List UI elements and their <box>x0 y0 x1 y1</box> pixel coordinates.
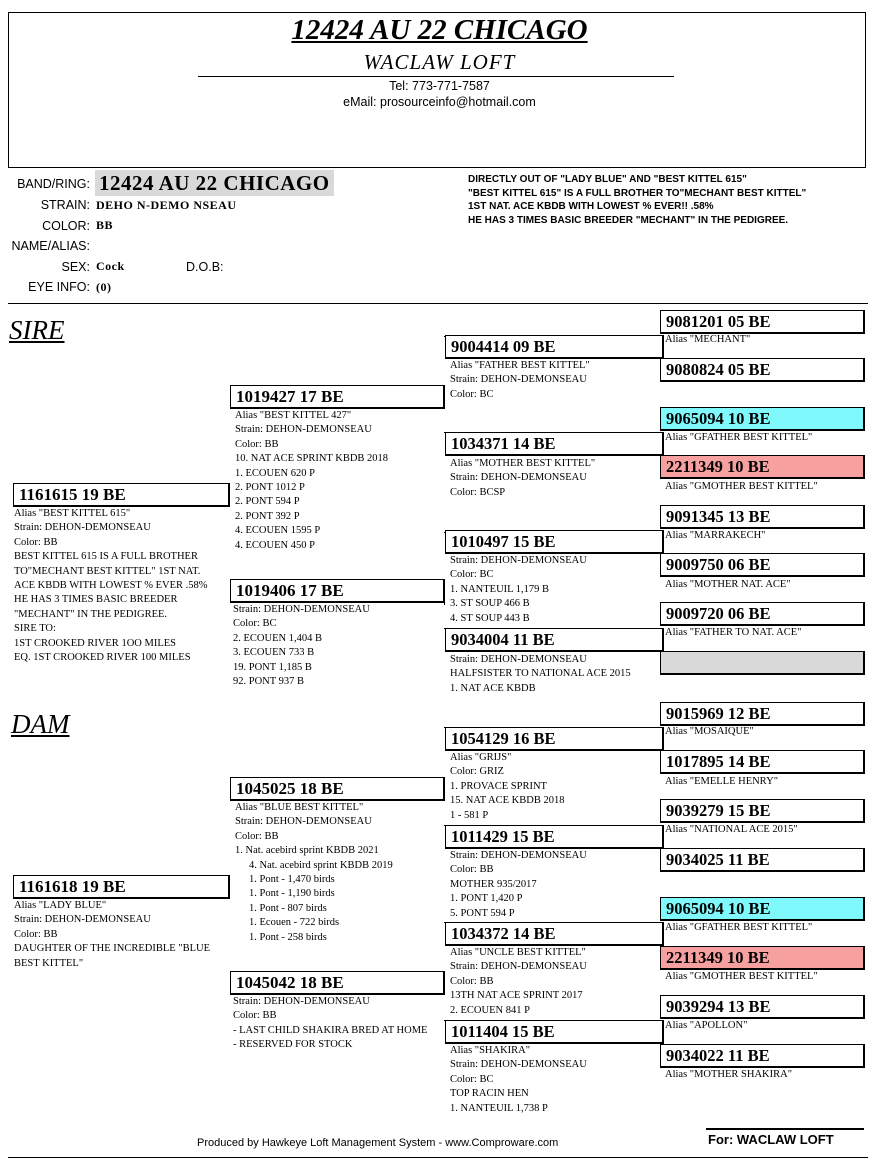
gen2-band: 1045042 18 BE <box>230 971 445 995</box>
gen2-details <box>235 409 388 553</box>
gen4-band-empty <box>660 651 865 675</box>
eye-label: EYE INFO: <box>28 280 90 294</box>
notes-line: "BEST KITTEL 615" IS A FULL BROTHER TO"MECHANT BEST KITTEL" <box>468 187 807 199</box>
detail-line: BEST KITTEL 615 IS A FULL BROTHER <box>14 551 198 563</box>
gen4-band: 9065094 10 BE <box>660 407 865 431</box>
gen2-band: 1019427 17 BE <box>230 385 445 409</box>
gen4-band: 9039279 15 BE <box>660 799 865 823</box>
sire-band: 1161615 19 BE <box>13 483 230 507</box>
gen3-details <box>450 653 631 696</box>
gen4-alias: Alias "NATIONAL ACE 2015" <box>665 824 798 835</box>
gen2-details <box>233 995 427 1053</box>
dam-details <box>14 899 210 971</box>
gen4-alias: Alias "GMOTHER BEST KITTEL" <box>665 971 818 982</box>
detail-line: Strain: DEHON-DEMONSEAU <box>450 555 587 566</box>
detail-line: DAUGHTER OF THE INCREDIBLE "BLUE <box>14 943 210 955</box>
gen3-band: 1010497 15 BE <box>445 530 664 554</box>
gen4-band: 9039294 13 BE <box>660 995 865 1019</box>
detail-line: Alias "MOTHER BEST KITTEL" <box>450 458 596 469</box>
gen4-alias: Alias "GFATHER BEST KITTEL" <box>665 432 813 443</box>
detail-line: - LAST CHILD SHAKIRA BRED AT HOME <box>233 1024 428 1036</box>
detail-line: 2. PONT 1012 P <box>235 482 305 494</box>
gen3-details <box>450 946 587 1018</box>
gen4-alias: Alias "MECHANT" <box>665 334 751 345</box>
band-value: 12424 AU 22 CHICAGO <box>95 170 334 196</box>
gen3-details <box>450 554 587 626</box>
gen3-details <box>450 751 564 823</box>
detail-line: 3. ST SOUP 466 B <box>450 598 530 610</box>
detail-line: Strain: DEHON-DEMONSEAU <box>450 961 587 973</box>
detail-line: 1. Ecouen - 722 birds <box>249 917 340 929</box>
gen3-details <box>450 849 587 921</box>
detail-line: Color: BC <box>450 569 494 581</box>
detail-line: "MECHANT" IN THE PEDIGREE. <box>14 608 168 620</box>
detail-line: Strain: DEHON-DEMONSEAU <box>235 816 372 828</box>
detail-line: 1. PROVACE SPRINT <box>450 780 547 792</box>
detail-line: 3. ECOUEN 733 B <box>233 647 315 659</box>
detail-line: 2. PONT 594 P <box>235 496 300 508</box>
detail-line: Color: GRIZ <box>450 766 504 778</box>
detail-line: Color: BC <box>233 618 277 630</box>
detail-line: SIRE TO: <box>14 623 56 635</box>
detail-line: Color: BCSP <box>450 486 506 498</box>
gen4-band: 9009750 06 BE <box>660 553 865 577</box>
gen3-band: 9004414 09 BE <box>445 335 664 359</box>
detail-line: Color: BC <box>450 388 494 400</box>
detail-line: 1ST CROOKED RIVER 1OO MILES <box>14 637 176 649</box>
header-email: eMail: prosourceinfo@hotmail.com <box>343 95 536 109</box>
dam-band: 1161618 19 BE <box>13 875 230 899</box>
gen3-details <box>450 457 595 500</box>
detail-line: HE HAS 3 TIMES BASIC BREEDER <box>14 594 178 606</box>
gen3-band: 1034371 14 BE <box>445 432 664 456</box>
detail-line: 1. Pont - 1,470 birds <box>249 874 335 886</box>
detail-line: Color: BB <box>14 928 58 940</box>
gen4-alias: Alias "EMELLE HENRY" <box>665 776 778 787</box>
bottom-rule <box>8 1157 868 1158</box>
gen4-band: 2211349 10 BE <box>660 946 865 970</box>
gen3-details <box>450 1044 587 1116</box>
detail-line: Strain: DEHON-DEMONSEAU <box>235 424 372 436</box>
gen4-alias: Alias "APOLLON" <box>665 1020 748 1031</box>
detail-line: Strain: DEHON-DEMONSEAU <box>450 472 587 484</box>
detail-line: Alias "UNCLE BEST KITTEL" <box>450 947 586 958</box>
gen4-band: 9091345 13 BE <box>660 505 865 529</box>
gen3-band: 1011429 15 BE <box>445 825 664 849</box>
notes-line: 1ST NAT. ACE KBDB WITH LOWEST % EVER!! .58% <box>468 201 714 212</box>
sex-value: Cock <box>96 259 125 273</box>
detail-line: EQ. 1ST CROOKED RIVER 100 MILES <box>14 652 191 664</box>
detail-line: 2. ECOUEN 841 P <box>450 1004 530 1016</box>
detail-line: Color: BB <box>450 975 494 987</box>
detail-line: Color: BB <box>235 830 279 842</box>
detail-line: TOP RACIN HEN <box>450 1088 529 1100</box>
gen4-band: 9065094 10 BE <box>660 897 865 921</box>
footer-rule <box>706 1128 864 1130</box>
gen4-band: 9015969 12 BE <box>660 702 865 726</box>
detail-line: Strain: DEHON-DEMONSEAU <box>14 522 151 534</box>
detail-line: 13TH NAT ACE SPRINT 2017 <box>450 990 583 1002</box>
detail-line: 1. PONT 1,420 P <box>450 893 523 905</box>
notes-line: HE HAS 3 TIMES BASIC BREEDER "MECHANT" IN THE PEDIGREE. <box>468 214 789 226</box>
gen2-details <box>235 801 393 945</box>
gen4-alias: Alias "FATHER TO NAT. ACE" <box>665 627 802 638</box>
band-label: BAND/RING: <box>17 177 90 191</box>
sire-heading: SIRE <box>9 315 65 345</box>
gen4-alias: Alias "MOSAIQUE" <box>665 726 754 737</box>
page-title: 12424 AU 22 CHICAGO <box>291 14 588 46</box>
gen4-band: 9009720 06 BE <box>660 602 865 626</box>
sire-details <box>14 507 208 665</box>
dob-label: D.O.B: <box>186 260 224 274</box>
detail-line: 4. ST SOUP 443 B <box>450 612 530 624</box>
detail-line: Alias "BLUE BEST KITTEL" <box>235 802 364 813</box>
detail-line: Color: BB <box>235 438 279 450</box>
gen4-alias: Alias "GFATHER BEST KITTEL" <box>665 922 813 933</box>
gen4-band: 9080824 05 BE <box>660 358 865 382</box>
detail-line: Alias "SHAKIRA" <box>450 1045 531 1056</box>
detail-line: 1. ECOUEN 620 P <box>235 467 315 479</box>
detail-line: 1. NANTEUIL 1,179 B <box>450 583 550 595</box>
detail-line: 10. NAT ACE SPRINT KBDB 2018 <box>235 453 389 465</box>
detail-line: 15. NAT ACE KBDB 2018 <box>450 795 565 807</box>
detail-line: 1. NAT ACE KBDB <box>450 682 536 694</box>
detail-line: 4. ECOUEN 1595 P <box>235 525 321 537</box>
detail-line: 1. Pont - 807 birds <box>249 902 327 914</box>
color-label: COLOR: <box>42 219 90 233</box>
detail-line: Color: BC <box>450 1073 494 1085</box>
detail-line: 92. PONT 937 B <box>233 676 304 688</box>
detail-line: Alias "GRIJS" <box>450 752 512 763</box>
gen3-details <box>450 359 590 402</box>
gen4-alias: Alias "MOTHER NAT. ACE" <box>665 579 791 590</box>
detail-line: Alias "BEST KITTEL 427" <box>235 410 352 421</box>
gen2-details <box>233 603 370 689</box>
color-value: BB <box>96 218 114 232</box>
header-divider <box>198 76 674 77</box>
detail-line: Strain: DEHON-DEMONSEAU <box>14 914 151 926</box>
detail-line: Alias "LADY BLUE" <box>14 900 107 911</box>
detail-line: 1. NANTEUIL 1,738 P <box>450 1102 548 1114</box>
gen4-alias: Alias "MARRAKECH" <box>665 530 766 541</box>
detail-line: 2. PONT 392 P <box>235 510 300 522</box>
detail-line: 1. Pont - 1,190 birds <box>249 888 335 900</box>
gen3-band: 1011404 15 BE <box>445 1020 664 1044</box>
gen3-band: 1054129 16 BE <box>445 727 664 751</box>
detail-line: Strain: DEHON-DEMONSEAU <box>233 996 370 1007</box>
notes-block <box>468 173 806 227</box>
gen4-band: 2211349 10 BE <box>660 455 865 479</box>
name-alias-label: NAME/ALIAS: <box>11 239 90 253</box>
eye-value: (0) <box>96 280 112 294</box>
gen3-band: 1034372 14 BE <box>445 922 664 946</box>
detail-line: Alias "BEST KITTEL 615" <box>14 508 131 519</box>
footer-for: For: WACLAW LOFT <box>708 1132 834 1147</box>
dam-heading: DAM <box>11 709 70 739</box>
gen2-band: 1045025 18 BE <box>230 777 445 801</box>
detail-line: Color: BB <box>14 536 58 548</box>
detail-line: Strain: DEHON-DEMONSEAU <box>233 604 370 615</box>
section-divider <box>8 303 868 304</box>
gen3-band: 9034004 11 BE <box>445 628 664 652</box>
detail-line: Color: BB <box>450 864 494 876</box>
detail-line: 4. ECOUEN 450 P <box>235 539 315 551</box>
detail-line: HALFSISTER TO NATIONAL ACE 2015 <box>450 668 631 680</box>
sex-label: SEX: <box>61 260 90 274</box>
detail-line: 1. Nat. acebird sprint KBDB 2021 <box>235 845 379 857</box>
strain-value: DEHO N-DEMO NSEAU <box>96 198 237 212</box>
gen4-band: 9034025 11 BE <box>660 848 865 872</box>
detail-line: MOTHER 935/2017 <box>450 878 537 890</box>
gen4-band: 9081201 05 BE <box>660 310 865 334</box>
detail-line: 1. Pont - 258 birds <box>249 931 327 943</box>
notes-line: DIRECTLY OUT OF "LADY BLUE" AND "BEST KITTEL 615" <box>468 174 747 185</box>
gen4-band: 1017895 14 BE <box>660 750 865 774</box>
strain-label: STRAIN: <box>40 198 90 212</box>
loft-name: WACLAW LOFT <box>363 50 516 74</box>
gen2-band: 1019406 17 BE <box>230 579 445 603</box>
detail-line: 4. Nat. acebird sprint KBDB 2019 <box>249 859 393 871</box>
detail-line: 5. PONT 594 P <box>450 907 515 919</box>
detail-line: Strain: DEHON-DEMONSEAU <box>450 654 587 665</box>
detail-line: ACE KBDB WITH LOWEST % EVER .58% <box>14 580 208 592</box>
detail-line: TO"MECHANT BEST KITTEL" 1ST NAT. <box>14 565 201 577</box>
gen4-alias: Alias "MOTHER SHAKIRA" <box>665 1069 792 1080</box>
footer-produced: Produced by Hawkeye Loft Management System - www.Comproware.com <box>197 1137 559 1149</box>
detail-line: Strain: DEHON-DEMONSEAU <box>450 374 587 386</box>
detail-line: BEST KITTEL" <box>14 957 84 969</box>
detail-line: - RESERVED FOR STOCK <box>233 1039 353 1051</box>
detail-line: 19. PONT 1,185 B <box>233 661 312 673</box>
detail-line: 1 - 581 P <box>450 809 489 821</box>
detail-line: Strain: DEHON-DEMONSEAU <box>450 1059 587 1071</box>
gen4-band: 9034022 11 BE <box>660 1044 865 1068</box>
detail-line: Strain: DEHON-DEMONSEAU <box>450 850 587 861</box>
header-tel: Tel: 773-771-7587 <box>389 79 490 93</box>
detail-line: Alias "FATHER BEST KITTEL" <box>450 360 590 371</box>
detail-line: 2. ECOUEN 1,404 B <box>233 632 322 644</box>
gen4-alias: Alias "GMOTHER BEST KITTEL" <box>665 481 818 492</box>
detail-line: Color: BB <box>233 1010 277 1022</box>
